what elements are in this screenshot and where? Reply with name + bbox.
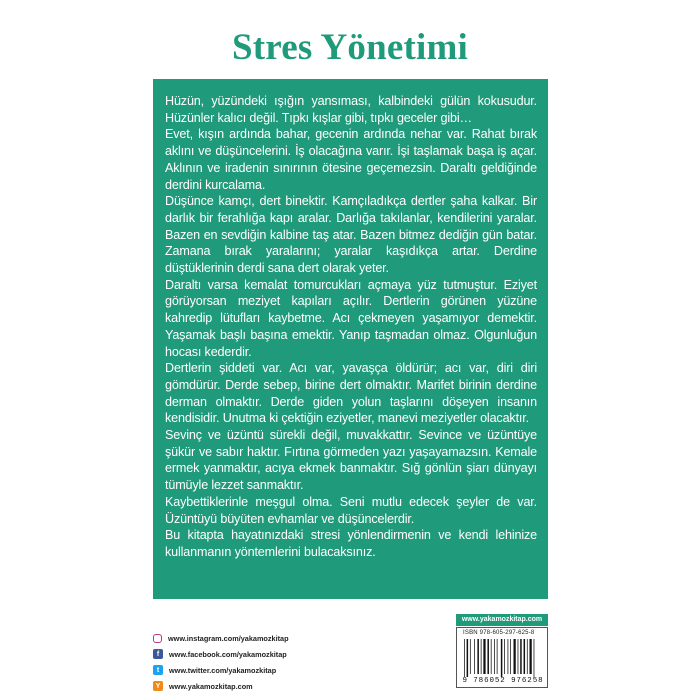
isbn-text: ISBN 978-605-297-625-8 — [463, 630, 535, 636]
social-link-text[interactable]: www.yakamozkitap.com — [169, 681, 253, 691]
blurb-paragraph: Düşünce kamçı, dert binektir. Kamçıladıkça dertler şaha kalkar. Bir darlık bir ferahlığa kapı aralar. Darlığa takılanlar, kendilerini yaralar. Bazen en sevdiğin kalbine taş atar. Bazen bitmez dediğin gün batar. Zamana bırak yaralarını; yaralar kaşıdıkça artar. Derdine düştüklerinin derdi sana dert olarak yeter. — [165, 194, 537, 276]
barcode-bar — [520, 639, 522, 674]
instagram-icon — [153, 634, 162, 643]
website-bar: www.yakamozkitap.com — [456, 614, 548, 626]
barcode-bar — [527, 639, 528, 674]
barcode-bar — [508, 639, 509, 674]
barcode-bar — [487, 639, 489, 674]
barcode-bar — [491, 639, 492, 674]
blurb-paragraph: Sevinç ve üzüntü sürekli değil, muvakkattır. Sevince ve üzüntüye şükür ve sabır haktır. Fırtına görmeden yazı yaşayamazsın. Kemale ermek yanmaktır, acıya ekmek banmaktır. Sığ gönlün şiarı dünyayı tümüyle lezzet sanmaktır. — [165, 428, 537, 493]
social-link-text[interactable]: www.facebook.com/yakamozkitap — [169, 649, 287, 659]
barcode-bar — [524, 639, 526, 674]
barcode-bar — [464, 639, 465, 677]
social-link-text[interactable]: www.twitter.com/yakamozkitap — [169, 665, 277, 675]
barcode-bar — [477, 639, 479, 674]
social-row-instagram[interactable] — [153, 630, 403, 646]
social-row-twitter[interactable] — [153, 662, 403, 678]
barcode-bar — [481, 639, 482, 674]
barcode-image — [463, 639, 543, 677]
barcode-bar — [518, 639, 519, 674]
barcode-bar — [494, 639, 495, 674]
barcode-bar — [514, 639, 516, 674]
facebook-icon: f — [153, 649, 163, 659]
blurb-text — [165, 93, 537, 561]
twitter-icon: t — [153, 665, 163, 675]
blurb-paragraph: Bu kitapta hayatınızdaki stresi yönlendirmenin ve kendi lehinize kullanmanın yöntemlerini bulacaksınız. — [165, 528, 537, 559]
barcode-bar — [534, 639, 535, 677]
barcode-bar — [504, 639, 505, 674]
barcode-digits: 9 786052 976258 — [462, 677, 544, 685]
back-cover-blurb-panel — [153, 79, 548, 599]
blurb-paragraph: Kaybettiklerinle meşgul olma. Seni mutlu edecek şeyler de var. Üzüntüyü büyüten evhamlar ve düşüncelerdir. — [165, 494, 537, 526]
social-links — [153, 630, 403, 694]
social-row-website[interactable] — [153, 678, 403, 694]
blurb-paragraph: Evet, kışın ardında bahar, gecenin ardında nehar var. Rahat bırak aklını ve düşüncelerini. İş olacağına varır. İşi taşlamak başa iş açar. Aklının ve iradenin sınırının ötesine geçemezsin. Daraltı geldiğinde derdini kurcalama. — [165, 127, 537, 192]
barcode-bar — [470, 639, 471, 674]
barcode-bar — [510, 639, 511, 674]
blurb-paragraph: Daraltı varsa kemalat tomurcukları açmaya yüz tutmuştur. Eziyet görüyorsan meziyet kapıları açılır. Dertlerin görünen yüzüne kahredip lütufları kaybetme. Acı çekmeyen yaşamıyor demektir. Yaşamak başlı başına emektir. Yanıp taşmadan olmaz. Olgunluğun hocası kederdir. — [165, 277, 537, 359]
barcode-bar — [501, 639, 503, 677]
barcode-bar — [474, 639, 475, 674]
social-link-text[interactable]: www.instagram.com/yakamozkitap — [168, 633, 289, 643]
barcode-bar — [530, 639, 532, 674]
blurb-paragraph: Hüzün, yüzündeki ışığın yansıması, kalbindeki gülün kokusudur. Hüzünler kalıcı değil. Tıpkı kışlar gibi, tıpkı geceler gibi… — [165, 94, 537, 125]
social-row-facebook[interactable] — [153, 646, 403, 662]
barcode-bar — [467, 639, 469, 677]
isbn-barcode-box — [456, 627, 548, 688]
barcode-bar — [497, 639, 498, 674]
yakamoz-logo-icon: Y — [153, 681, 163, 691]
barcode-bar — [483, 639, 485, 674]
book-title: Stres Yönetimi — [231, 27, 469, 68]
blurb-paragraph: Dertlerin şiddeti var. Acı var, yavaşça öldürür; acı var, diri diri gömdürür. Derde sebep, birine dert olmaktır. Marifet birinin derdine derman olmaktır. Derde giden yolun taşlarını döşeyen insanın kendisidir. Unutma ki çektiğin eziyetler, manevi meziyetler olacaktır. — [165, 361, 537, 426]
